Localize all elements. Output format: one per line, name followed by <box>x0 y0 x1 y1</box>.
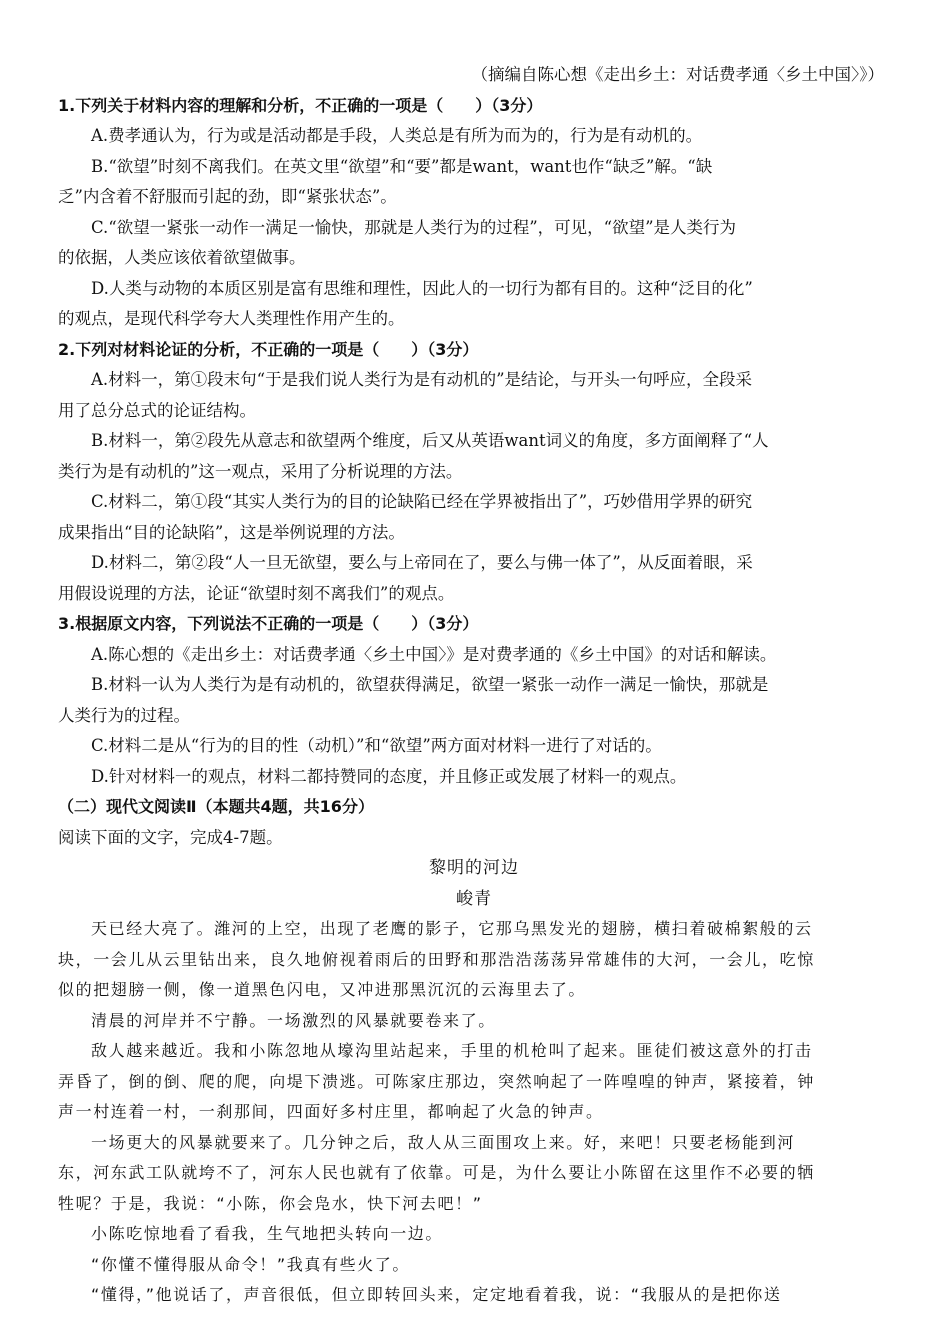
story-author: 峻青 <box>456 888 492 909</box>
story-title: 黎明的河边 <box>429 858 519 878</box>
option-b: B.材料一，第②段先从意志和欲望两个维度，后又从英语want词义的角度，多方面阐释了“人 <box>91 431 769 450</box>
option-d-continued: 的观点，是现代科学夸大人类理性作用产生的。 <box>58 309 405 328</box>
option-a: A.费孝通认为，行为或是活动都是手段，人类总是有所为而为的，行为是有动机的。 <box>91 126 703 145</box>
story-line: 弄昏了，倒的倒、爬的爬，向堤下溃逃。可陈家庄那边，突然响起了一阵喤喤的钟声，紧接着，钟 <box>58 1071 815 1091</box>
option-d-continued: 用假设说理的方法，论证“欲望时刻不离我们”的观点。 <box>58 583 455 603</box>
question-3 <box>58 609 890 792</box>
option-c: C.材料二，第①段“其实人类行为的目的论缺陷已经在学界被指出了”，巧妙借用学界的研究 <box>91 492 753 511</box>
story-line: 块，一会儿从云里钻出来，良久地俯视着雨后的田野和那浩浩荡荡异常雄伟的大河，一会儿，吃惊 <box>58 949 815 969</box>
story-paragraph: “懂得，”他说话了，声音很低，但立即转回头来，定定地看着我，说：“我服从的是把你送 <box>91 1285 782 1304</box>
option-d: D.人类与动物的本质区别是富有思维和理性，因此人的一切行为都有目的。这种“泛目的化” <box>91 278 753 298</box>
question-stem: 3.根据原文内容，下列说法不正确的一项是（ ）（3分） <box>58 614 479 633</box>
story-paragraph: 小陈吃惊地看了看我，生气地把头转向一边。 <box>91 1224 444 1243</box>
source-citation: （摘编自陈心想《走出乡土：对话费孝通〈乡土中国〉》） <box>471 65 884 84</box>
option-b: B.材料一认为人类行为是有动机的，欲望获得满足，欲望一紧张一动作一满足一愉快，那就是 <box>91 675 769 694</box>
story-paragraph: 清晨的河岸并不宁静。一场激烈的风暴就要卷来了。 <box>91 1010 496 1030</box>
option-d: D.针对材料一的观点，材料二都持赞同的态度，并且修正或发展了材料一的观点。 <box>91 766 687 786</box>
option-a: A.材料一，第①段末句“于是我们说人类行为是有动机的”是结论，与开头一句呼应，全段采 <box>91 370 753 389</box>
document-page <box>58 60 890 1311</box>
option-b: B.“欲望”时刻不离我们。在英文里“欲望”和“要”都是want，want也作“缺乏”解。“缺 <box>91 156 713 176</box>
story-body <box>58 914 890 1311</box>
option-c-continued: 的依据，人类应该依着欲望做事。 <box>58 248 306 267</box>
option-b-continued: 乏”内含着不舒服而引起的劲，即“紧张状态”。 <box>58 187 397 206</box>
section-heading: （二）现代文阅读Ⅱ（本题共4题，共16分） <box>58 797 374 816</box>
question-2 <box>58 335 890 610</box>
story-line: 东，河东武工队就垮不了，河东人民也就有了依靠。可是，为什么要让小陈留在这里作不必要的牺 <box>58 1163 815 1182</box>
story-line: 似的把翅膀一侧，像一道黑色闪电，又冲进那黑沉沉的云海里去了。 <box>58 980 587 999</box>
story-line: 牲呢？于是，我说：“小陈，你会凫水，快下河去吧！” <box>58 1193 483 1213</box>
option-a: A.陈心想的《走出乡土：对话费孝通〈乡土中国〉》是对费孝通的《乡土中国》的对话和解读。 <box>91 644 777 664</box>
option-d: D.材料二，第②段“人一旦无欲望，要么与上帝同在了，要么与佛一体了”，从反面着眼，采 <box>91 553 753 572</box>
option-c: C.材料二是从“行为的目的性（动机）”和“欲望”两方面对材料一进行了对话的。 <box>91 736 662 755</box>
story-paragraph: 天已经大亮了。潍河的上空，出现了老鹰的影子，它那乌黑发光的翅膀，横扫着破棉絮般的云 <box>91 919 813 938</box>
question-1 <box>58 91 890 335</box>
option-a-continued: 用了总分总式的论证结构。 <box>58 400 256 420</box>
story-paragraph: 敌人越来越近。我和小陈忽地从壕沟里站起来，手里的机枪叫了起来。匪徒们被这意外的打击 <box>91 1041 813 1060</box>
option-c: C.“欲望一紧张一动作一满足一愉快，那就是人类行为的过程”，可见，“欲望”是人类行为 <box>91 217 737 237</box>
option-b-continued: 人类行为的过程。 <box>58 705 190 725</box>
story-paragraph: “你懂不懂得服从命令！”我真有些火了。 <box>91 1254 410 1274</box>
option-c-continued: 成果指出“目的论缺陷”，这是举例说理的方法。 <box>58 522 405 542</box>
story-paragraph: 一场更大的风暴就要来了。几分钟之后，敌人从三面围攻上来。好，来吧！只要老杨能到河 <box>91 1132 796 1152</box>
option-b-continued: 类行为是有动机的”这一观点，采用了分析说理的方法。 <box>58 461 463 481</box>
question-stem: 1.下列关于材料内容的理解和分析，不正确的一项是（ ）（3分） <box>58 95 543 115</box>
question-stem: 2.下列对材料论证的分析，不正确的一项是（ ）（3分） <box>58 339 479 359</box>
reading-instruction: 阅读下面的文字，完成4-7题。 <box>58 827 283 847</box>
story-line: 声一村连着一村，一刹那间，四面好多村庄里，都响起了火急的钟声。 <box>58 1102 604 1121</box>
